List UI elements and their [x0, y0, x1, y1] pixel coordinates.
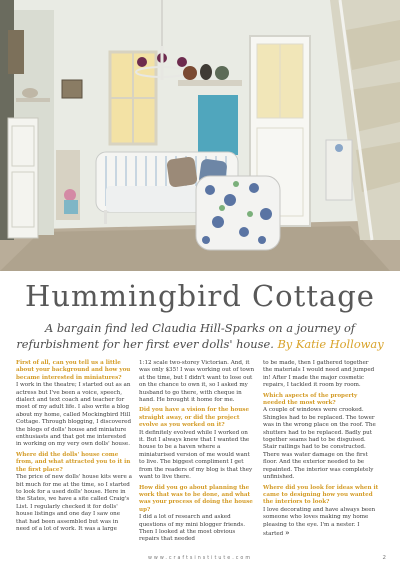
- interview-answer: It definitely evolved while I worked on it. But I always knew that I wanted the house to be a haven where a miniaturised version of me would want to live. The biggest compliment I get from the readers of my blog is that they want to live there.: [139, 429, 253, 481]
- interview-answer: I did a lot of research and asked questions of my mini blogger friends. Then I looked at the most obvious repairs that needed: [139, 514, 246, 543]
- interview-question: First of all, can you tell us a little about your background and how you became interested in miniatures?: [16, 360, 131, 381]
- footer-url: www.craftsinstitute.com: [148, 556, 252, 561]
- byline: By Katie Holloway: [277, 337, 384, 351]
- interview-answer: 1:12 scale two-storey Victorian. And, it was only $35! I was working out of town at the time, but I didn't want to lose out on the chance to own it, so I asked my husband to go there, with cheque in hand. He brought it home for me.: [139, 360, 255, 404]
- column-3: [263, 360, 379, 541]
- column-1: [16, 360, 132, 536]
- interview-answer: The price of new dolls' house kits were a bit much for me at the time, so I started to look for a used dolls' house. Here in the States, we have a site called Craig's List. I regularly checked it for dolls' house listings and one day I saw one that had been assembled but was in need of a lot of work. It was a large: [16, 474, 132, 532]
- answer-text: I love decorating and have always been someone who loves making my home pleasing to the eye. I'm a nester. I started: [263, 506, 376, 537]
- column-2: [139, 360, 255, 547]
- interview-question: Did you have a vision for the house straight away, or did the project evolve as you worked on it?: [139, 407, 250, 429]
- article-title: Hummingbird Cottage: [25, 279, 375, 313]
- interview-answer: [263, 507, 379, 539]
- interview-question: Where did the dolls' house come from, and what attracted you to it in the first place?: [16, 451, 131, 473]
- interview-question: Which aspects of the property needed the most work?: [263, 392, 358, 407]
- interview-question: Where did you look for ideas when it came to designing how you wanted the interiors to look?: [263, 484, 379, 506]
- double-arrow-right-icon: »: [285, 527, 290, 537]
- interview-answer: A couple of windows were crooked. Shingles had to be replaced. The tower was in the wrong place on the roof. The shutters had to be replaced. Badly put together seams had to be disguised. Stair railings had to be constructed. There was water damage on the first floor. And the exterior needed to be repainted. The interior was completely unfinished.: [263, 407, 376, 481]
- article-body: [16, 360, 386, 550]
- article-subtitle: [10, 320, 390, 352]
- page-number: 2: [382, 555, 386, 561]
- interview-question: How did you go about planning the work that was to be done, and what was your process of doing the house up?: [139, 484, 253, 513]
- subtitle-text: A bargain find led Claudia Hill-Sparks on a journey of refurbishment for her first ever dolls' house.: [16, 321, 356, 351]
- interview-answer: to be made, then I gathered together the materials I would need and jumped in! After I made the major cosmetic repairs, I tackled it room by room.: [263, 360, 375, 389]
- room-photo: [0, 0, 400, 271]
- interview-answer: I work in the theatre; I started out as an actress but I've been a voice, speech, dialect and text coach and teacher for most of my adult life. I also write a blog about my home, called Mockingbird Hill Cottage. Through blogging, I discovered the blogs of dolls' house and miniature enthusiasts and that got me interested in working on my very own dolls' house.: [16, 382, 132, 448]
